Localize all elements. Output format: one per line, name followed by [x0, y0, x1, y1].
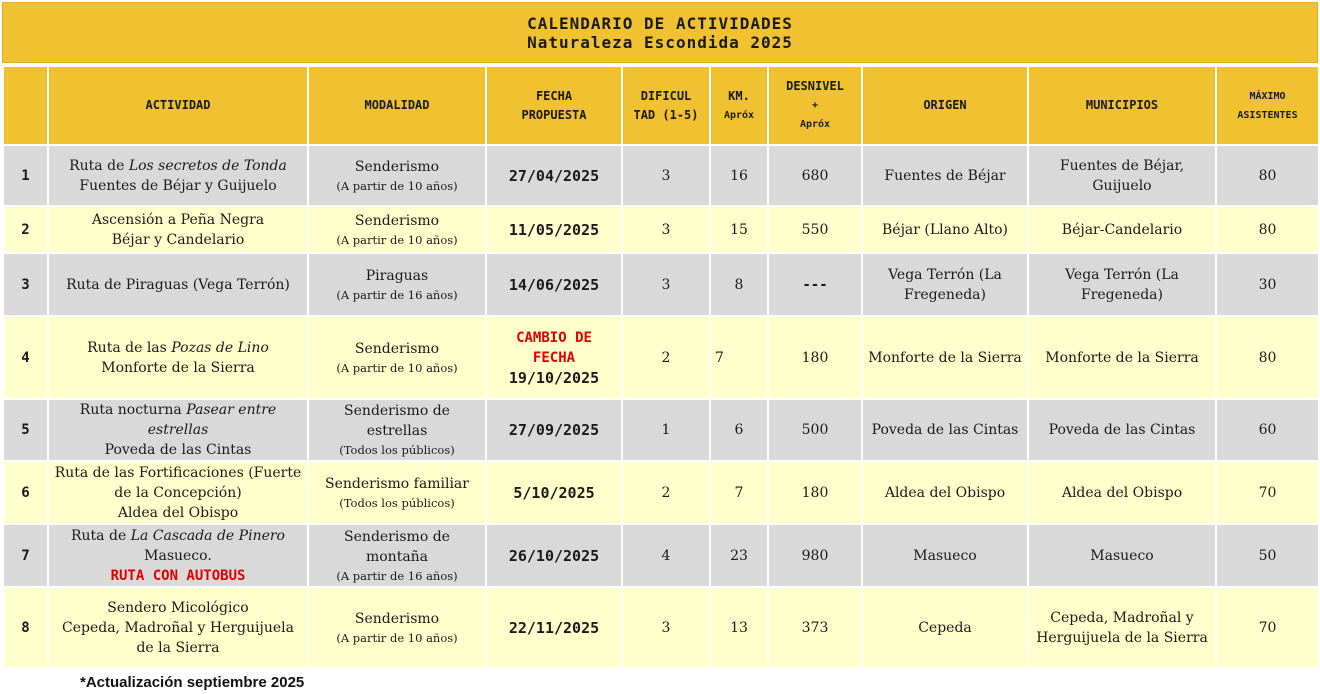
- cell-maximo: 80: [1216, 316, 1319, 399]
- cell-origen: Monforte de la Sierra: [862, 316, 1028, 399]
- table-row: [3, 587, 1319, 668]
- cell-num: 7: [3, 524, 48, 587]
- cell-municipios: Poveda de las Cintas: [1028, 399, 1216, 461]
- cell-desnivel: 680: [768, 145, 862, 206]
- cell-origen: Poveda de las Cintas: [862, 399, 1028, 461]
- bus-route-alert: RUTA CON AUTOBUS: [110, 567, 246, 584]
- table-header: [3, 66, 1319, 145]
- cell-modalidad: Senderismo familiar (Todos los públicos): [308, 461, 486, 524]
- cell-modalidad: Senderismo (A partir de 10 años): [308, 206, 486, 253]
- cell-actividad: Ruta de Los secretos de Tonda Fuentes de Béjar y Guijuelo: [48, 145, 308, 206]
- header-modalidad: MODALIDAD: [308, 66, 486, 145]
- date-change-alert: CAMBIO DE FECHA: [516, 329, 592, 366]
- cell-actividad: Ascensión a Peña Negra Béjar y Candelario: [48, 206, 308, 253]
- cell-km: 23: [710, 524, 768, 587]
- cell-modalidad: Senderismo (A partir de 10 años): [308, 316, 486, 399]
- cell-modalidad: Senderismo (A partir de 10 años): [308, 145, 486, 206]
- cell-municipios: Aldea del Obispo: [1028, 461, 1216, 524]
- cell-maximo: 70: [1216, 587, 1319, 668]
- activities-table: [2, 65, 1320, 669]
- cell-fecha: 27/04/2025: [486, 145, 622, 206]
- cell-municipios: Béjar-Candelario: [1028, 206, 1216, 253]
- cell-actividad: Ruta de La Cascada de Pinero Masueco. RUTA CON AUTOBUS: [48, 524, 308, 587]
- cell-modalidad: Senderismo de montaña (A partir de 16 años): [308, 524, 486, 587]
- cell-desnivel: 980: [768, 524, 862, 587]
- cell-km: 6: [710, 399, 768, 461]
- cell-fecha: 27/09/2025: [486, 399, 622, 461]
- cell-km: 15: [710, 206, 768, 253]
- cell-origen: Aldea del Obispo: [862, 461, 1028, 524]
- cell-origen: Cepeda: [862, 587, 1028, 668]
- header-actividad: ACTIVIDAD: [48, 66, 308, 145]
- cell-actividad: Sendero Micológico Cepeda, Madroñal y Herguijuela de la Sierra: [48, 587, 308, 668]
- cell-modalidad: Senderismo (A partir de 10 años): [308, 587, 486, 668]
- cell-km: 13: [710, 587, 768, 668]
- table-row: [3, 399, 1319, 461]
- cell-modalidad: Senderismo de estrellas (Todos los públicos): [308, 399, 486, 461]
- cell-dificultad: 3: [622, 253, 710, 316]
- cell-km: 7: [710, 461, 768, 524]
- cell-desnivel: 180: [768, 461, 862, 524]
- header-num: [3, 66, 48, 145]
- cell-actividad: Ruta de las Fortificaciones (Fuerte de la Concepción) Aldea del Obispo: [48, 461, 308, 524]
- cell-dificultad: 2: [622, 461, 710, 524]
- cell-municipios: Fuentes de Béjar, Guijuelo: [1028, 145, 1216, 206]
- cell-num: 2: [3, 206, 48, 253]
- table-row: [3, 524, 1319, 587]
- cell-fecha: CAMBIO DE FECHA 19/10/2025: [486, 316, 622, 399]
- table-row: [3, 253, 1319, 316]
- header-municipios: MUNICIPIOS: [1028, 66, 1216, 145]
- header-row: [3, 66, 1319, 145]
- header-desnivel: DESNIVEL + Apróx: [768, 66, 862, 145]
- cell-num: 8: [3, 587, 48, 668]
- cell-maximo: 70: [1216, 461, 1319, 524]
- page-subtitle: Naturaleza Escondida 2025: [527, 32, 793, 52]
- cell-origen: Béjar (Llano Alto): [862, 206, 1028, 253]
- title-banner: [2, 2, 1318, 63]
- cell-fecha: 14/06/2025: [486, 253, 622, 316]
- cell-dificultad: 1: [622, 399, 710, 461]
- table-row: [3, 461, 1319, 524]
- cell-dificultad: 4: [622, 524, 710, 587]
- cell-km: 7: [710, 316, 768, 399]
- cell-fecha: 5/10/2025: [486, 461, 622, 524]
- cell-origen: Fuentes de Béjar: [862, 145, 1028, 206]
- update-footnote: *Actualización septiembre 2025: [80, 674, 305, 691]
- cell-municipios: Masueco: [1028, 524, 1216, 587]
- header-fecha: FECHA PROPUESTA: [486, 66, 622, 145]
- cell-maximo: 30: [1216, 253, 1319, 316]
- cell-actividad: Ruta de Piraguas (Vega Terrón): [48, 253, 308, 316]
- cell-dificultad: 2: [622, 316, 710, 399]
- header-origen: ORIGEN: [862, 66, 1028, 145]
- page-title: CALENDARIO DE ACTIVIDADES: [527, 13, 793, 33]
- cell-maximo: 80: [1216, 145, 1319, 206]
- cell-maximo: 50: [1216, 524, 1319, 587]
- cell-municipios: Cepeda, Madroñal y Herguijuela de la Sierra: [1028, 587, 1216, 668]
- cell-desnivel: 180: [768, 316, 862, 399]
- cell-fecha: 22/11/2025: [486, 587, 622, 668]
- cell-num: 5: [3, 399, 48, 461]
- cell-maximo: 80: [1216, 206, 1319, 253]
- table-row: [3, 145, 1319, 206]
- table-row: [3, 316, 1319, 399]
- cell-desnivel: ---: [768, 253, 862, 316]
- cell-maximo: 60: [1216, 399, 1319, 461]
- header-km: KM. Apróx: [710, 66, 768, 145]
- cell-actividad: Ruta de las Pozas de Lino Monforte de la Sierra: [48, 316, 308, 399]
- cell-origen: Masueco: [862, 524, 1028, 587]
- cell-origen: Vega Terrón (La Fregeneda): [862, 253, 1028, 316]
- cell-desnivel: 500: [768, 399, 862, 461]
- cell-fecha: 11/05/2025: [486, 206, 622, 253]
- header-maximo: MÁXIMO ASISTENTES: [1216, 66, 1319, 145]
- cell-num: 3: [3, 253, 48, 316]
- cell-actividad: Ruta nocturna Pasear entre estrellas Poveda de las Cintas: [48, 399, 308, 461]
- cell-num: 4: [3, 316, 48, 399]
- cell-municipios: Monforte de la Sierra: [1028, 316, 1216, 399]
- cell-dificultad: 3: [622, 145, 710, 206]
- cell-desnivel: 550: [768, 206, 862, 253]
- cell-desnivel: 373: [768, 587, 862, 668]
- cell-num: 1: [3, 145, 48, 206]
- cell-km: 8: [710, 253, 768, 316]
- cell-municipios: Vega Terrón (La Fregeneda): [1028, 253, 1216, 316]
- cell-dificultad: 3: [622, 587, 710, 668]
- cell-km: 16: [710, 145, 768, 206]
- cell-modalidad: Piraguas (A partir de 16 años): [308, 253, 486, 316]
- table-row: [3, 206, 1319, 253]
- cell-num: 6: [3, 461, 48, 524]
- cell-fecha: 26/10/2025: [486, 524, 622, 587]
- cell-dificultad: 3: [622, 206, 710, 253]
- header-dificultad: DIFICUL TAD (1-5): [622, 66, 710, 145]
- table-body: [3, 145, 1319, 668]
